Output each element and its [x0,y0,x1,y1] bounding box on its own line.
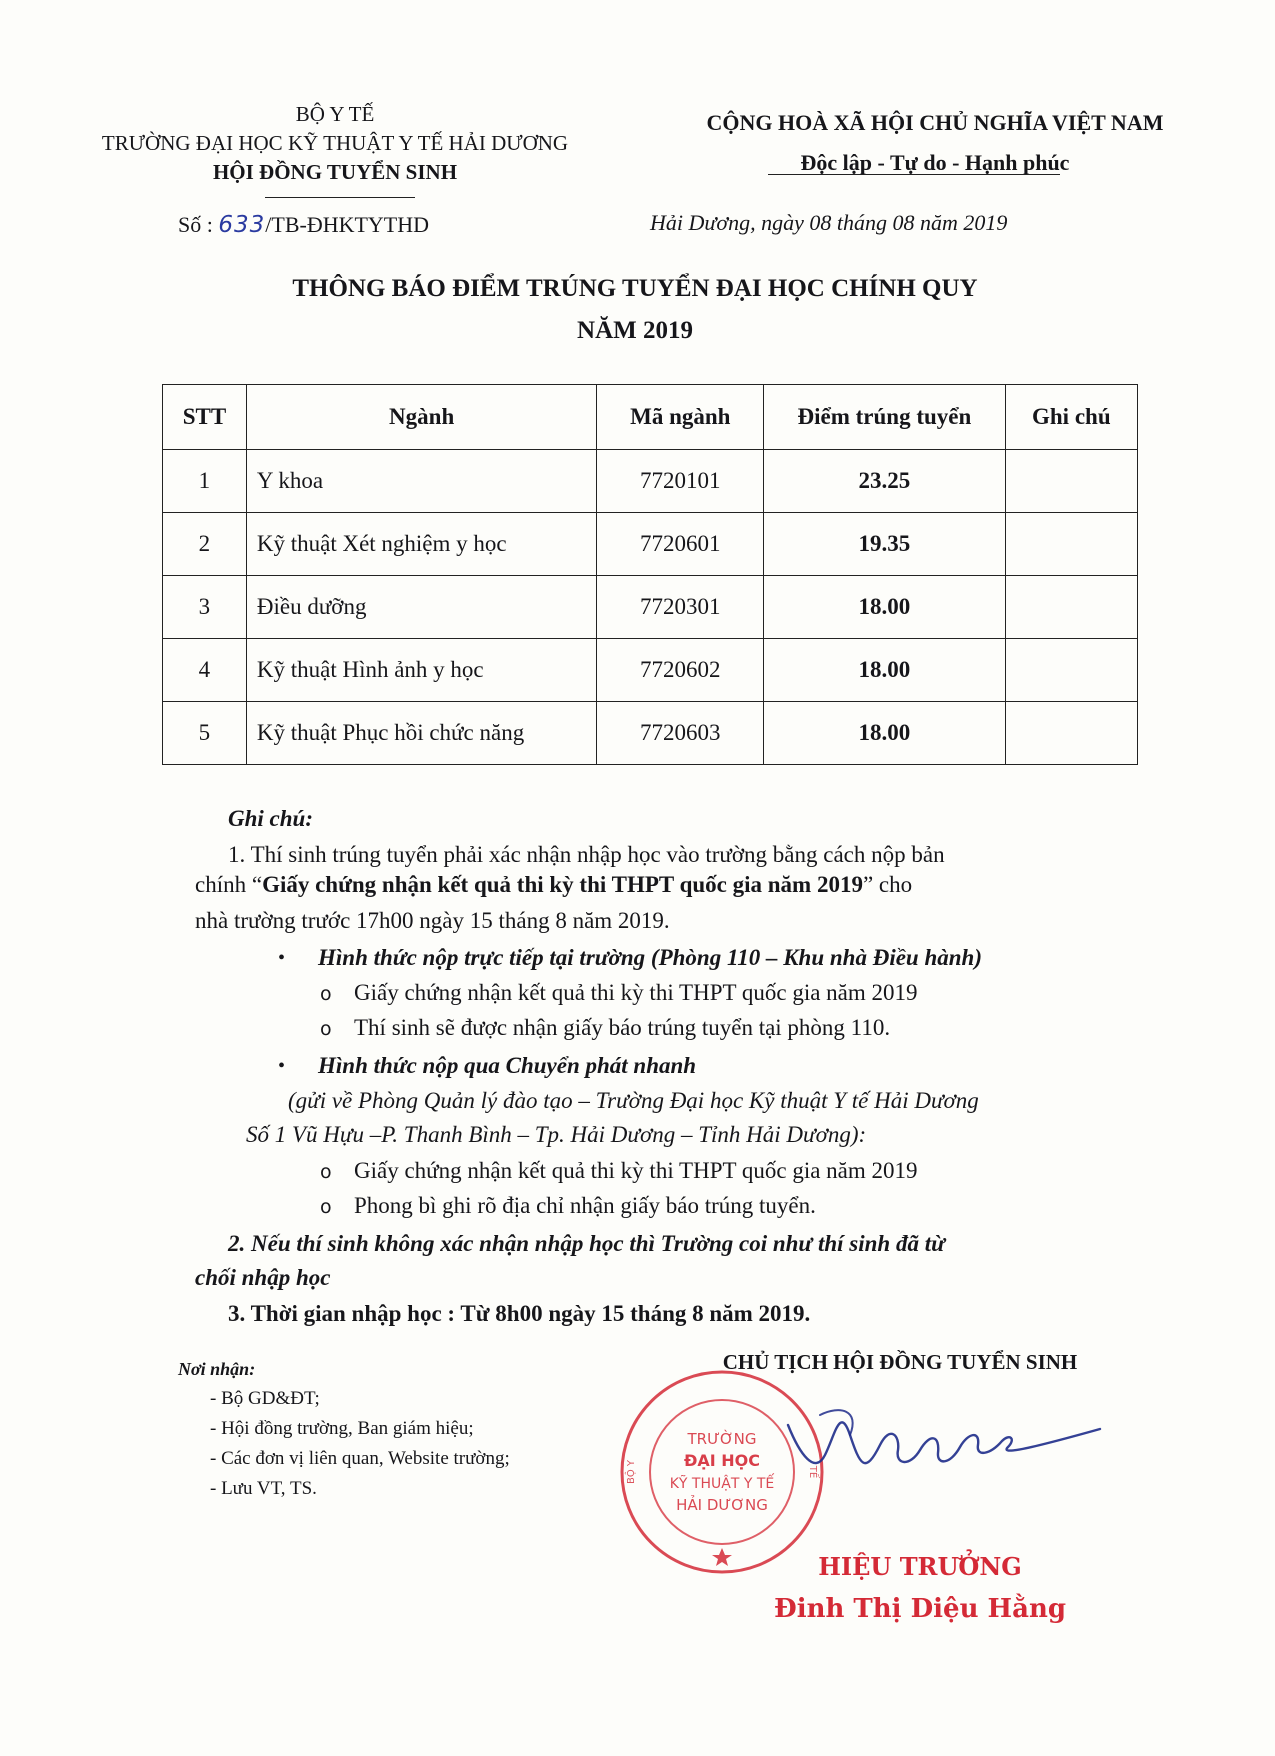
cell-score: 18.00 [764,576,1005,639]
table-row [163,513,1138,576]
cell-note [1005,702,1137,765]
cell-stt: 3 [163,576,247,639]
ministry-name: BỘ Y TẾ [295,102,375,126]
issue-date: Hải Dương, ngày 08 tháng 08 năm 2019 [650,210,1008,235]
note-1-post: ” cho [862,872,913,897]
cell-code: 7720602 [597,639,764,702]
method-2-address-2: Số 1 Vũ Hựu –P. Thanh Bình – Tp. Hải Dương – Tỉnh Hải Dương): [246,1122,867,1147]
title-line-2: NĂM 2019 [577,317,693,344]
stamp-line-1: TRƯỜNG [687,1430,757,1448]
signature-graphic [780,1395,1110,1505]
stamp-star-icon [712,1548,732,1566]
bullet-icon: • [278,947,286,969]
so-label: Số : [178,212,219,237]
signer-title: HIỆU TRƯỞNG [818,1552,1022,1581]
signer-role: CHỦ TỊCH HỘI ĐỒNG TUYỂN SINH [722,1350,1078,1374]
method-2-title: Hình thức nộp qua Chuyển phát nhanh [318,1053,697,1078]
cell-note [1005,639,1137,702]
recipient-item: - Lưu VT, TS. [210,1478,317,1499]
stamp-left-text: BỘ Y [626,1459,637,1485]
circle-bullet-icon: o [320,1018,332,1040]
col-score-header: Điểm trúng tuyển [764,385,1005,450]
stamp-line-2: ĐẠI HỌC [683,1451,761,1470]
cell-major: Y khoa [246,450,597,513]
motto-underline [768,174,1060,175]
cell-note [1005,576,1137,639]
method-2-sub-2: Phong bì ghi rõ địa chỉ nhận giấy báo trúng tuyển. [354,1193,816,1218]
note-1-certificate: Giấy chứng nhận kết quả thi kỳ thi THPT quốc gia năm 2019 [262,872,863,897]
cell-score: 18.00 [764,639,1005,702]
council-name: HỘI ĐỒNG TUYỂN SINH [212,160,458,184]
method-1-sub-2: Thí sinh sẽ được nhận giấy báo trúng tuyển tại phòng 110. [354,1015,891,1040]
method-2-sub-1: Giấy chứng nhận kết quả thi kỳ thi THPT quốc gia năm 2019 [354,1158,918,1183]
cell-stt: 2 [163,513,247,576]
cell-major: Kỹ thuật Xét nghiệm y học [246,513,597,576]
method-2-address-1: (gửi về Phòng Quản lý đào tạo – Trường Đại học Kỹ thuật Y tế Hải Dương [288,1088,979,1113]
bullet-icon: • [278,1055,286,1077]
notes-heading: Ghi chú: [228,806,313,831]
cell-code: 7720101 [597,450,764,513]
issuer-underline [265,197,415,198]
recipients-block [178,1354,510,1504]
cell-note [1005,450,1137,513]
recipients-title: Nơi nhận: [178,1359,256,1379]
table-row [163,576,1138,639]
stamp-line-3: KỸ THUẬT Y TẾ [669,1476,775,1492]
cell-major: Điều dưỡng [246,576,597,639]
cell-major: Kỹ thuật Hình ảnh y học [246,639,597,702]
col-note-header: Ghi chú [1005,385,1137,450]
cell-code: 7720603 [597,702,764,765]
circle-bullet-icon: o [320,1196,332,1218]
table-row [163,450,1138,513]
table-row [163,702,1138,765]
note-2-line-1: 2. Nếu thí sinh không xác nhận nhập học thì Trường coi như thí sinh đã từ [228,1231,945,1256]
method-1-title: Hình thức nộp trực tiếp tại trường (Phòng 110 – Khu nhà Điều hành) [318,945,982,970]
cell-code: 7720301 [597,576,764,639]
col-major-header: Ngành [246,385,597,450]
table-row [163,639,1138,702]
stamp-right-text: TẾ [807,1465,818,1479]
cell-stt: 5 [163,702,247,765]
recipient-item: - Các đơn vị liên quan, Website trường; [210,1448,510,1469]
national-motto: Độc lập - Tự do - Hạnh phúc [800,150,1070,175]
issuer-block [60,100,610,187]
cell-note [1005,513,1137,576]
note-1-line-3: nhà trường trước 17h00 ngày 15 tháng 8 năm 2019. [195,908,670,933]
circle-bullet-icon: o [320,1161,332,1183]
stamp-line-4: HẢI DƯƠNG [676,1496,768,1514]
document-number [178,212,429,238]
cell-code: 7720601 [597,513,764,576]
table-header-row [163,385,1138,450]
so-suffix: /TB-ĐHKTYTHD [265,212,430,237]
note-2-line-2: chối nhập học [195,1265,331,1290]
cell-stt: 4 [163,639,247,702]
handwritten-signature [780,1395,1110,1505]
document-title [120,268,1150,352]
title-line-1: THÔNG BÁO ĐIỂM TRÚNG TUYỂN ĐẠI HỌC CHÍNH QUY [292,275,978,302]
cell-stt: 1 [163,450,247,513]
republic-name: CỘNG HOÀ XÃ HỘI CHỦ NGHĨA VIỆT NAM [706,110,1164,135]
so-number: 633 [218,212,266,238]
recipient-item: - Bộ GD&ĐT; [210,1388,320,1409]
recipient-item: - Hội đồng trường, Ban giám hiệu; [210,1418,474,1439]
note-1-line-2 [195,867,912,903]
cell-score: 19.35 [764,513,1005,576]
method-1-sub-1: Giấy chứng nhận kết quả thi kỳ thi THPT quốc gia năm 2019 [354,980,918,1005]
col-code-header: Mã ngành [597,385,764,450]
cell-score: 18.00 [764,702,1005,765]
school-name: TRƯỜNG ĐẠI HỌC KỸ THUẬT Y TẾ HẢI DƯƠNG [101,131,569,155]
col-stt-header: STT [163,385,247,450]
note-1-pre: chính “ [195,872,263,897]
note-3: 3. Thời gian nhập học : Từ 8h00 ngày 15 tháng 8 năm 2019. [228,1301,811,1326]
signer-name: Đinh Thị Diệu Hằng [773,1594,1067,1624]
cell-major: Kỹ thuật Phục hồi chức năng [246,702,597,765]
cell-score: 23.25 [764,450,1005,513]
note-1-line-1: 1. Thí sinh trúng tuyển phải xác nhận nhập học vào trường bằng cách nộp bản [228,842,945,867]
national-block [640,103,1230,183]
admission-score-table [162,384,1138,765]
circle-bullet-icon: o [320,983,332,1005]
